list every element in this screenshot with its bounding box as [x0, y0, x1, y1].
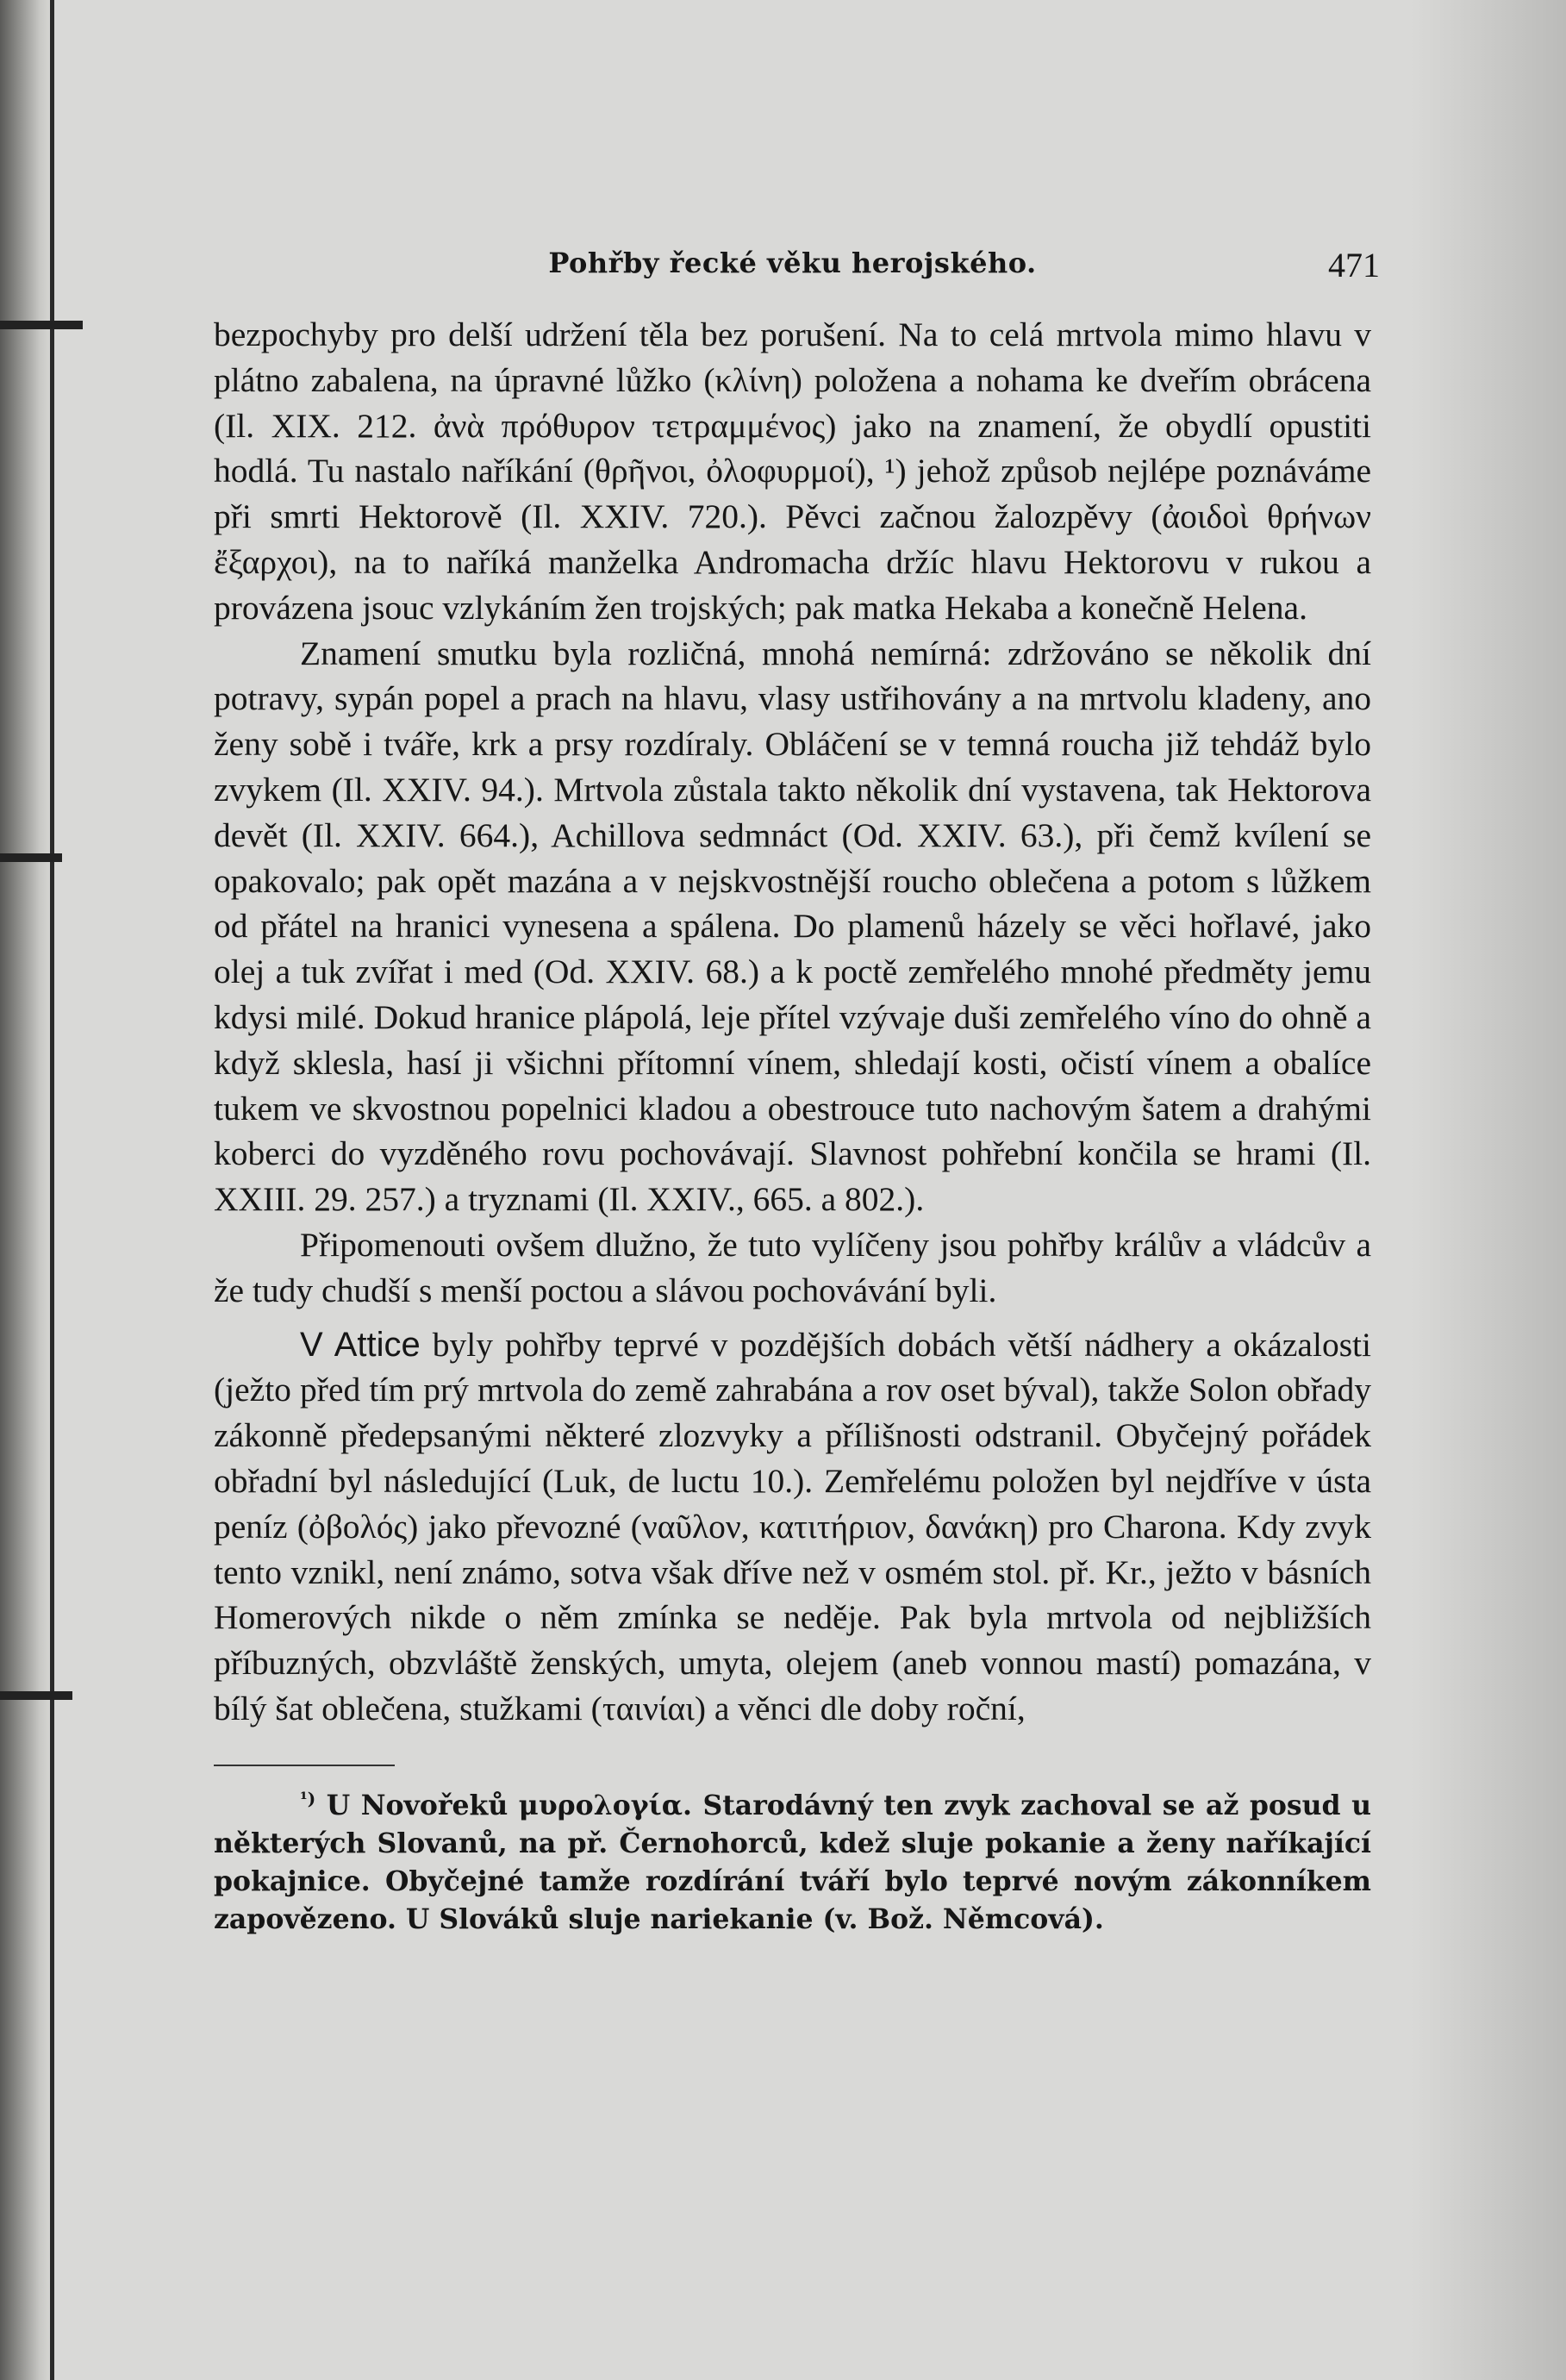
edge-mark: [0, 853, 62, 862]
footnotes: [214, 1787, 1371, 1939]
footnote-1: [214, 1787, 1371, 1939]
edge-mark: [0, 321, 83, 329]
paragraph-royal-funerals: Připomenouti ovšem dlužno, že tuto vylíčeny jsou pohřby králův a vládcův a že tudy chudší s menší poctou a slávou pochovávání byli.: [214, 1225, 1371, 1309]
attica-heading: V Attice: [300, 1325, 421, 1364]
edge-mark: [0, 1691, 72, 1700]
book-page: [214, 233, 1380, 1939]
body-text: [214, 312, 1371, 1732]
paragraph-attica: [214, 1322, 1371, 1732]
page-number: 471: [1328, 246, 1380, 284]
scan-shadow-left: [0, 0, 53, 2380]
book-spine-edge: [50, 0, 54, 2380]
footnote-marker: ¹): [300, 1788, 316, 1809]
running-head: [214, 233, 1380, 293]
attica-text: byly pohřby teprvé v pozdějších dobách větší nádhery a okázalosti (ježto před tím prý mrtvola do země zahrabána a rov oset býval), takže Solon obřady zákonně předepsanými některé zlozvyky a přílišnosti odstranil. Obyčejný pořádek obřadní byl následující (Luk, de luctu 10.). Zemřelému položen byl nejdříve v ústa peníz (ὀβολός) jako převozné (ναῦλον, κατιτήριον, δανάκη) pro Charona. Kdy zvyk tento vznikl, není známo, sotva však dříve než v osmém stol. př. Kr., ježto v básních Homerových nikde o něm zmínka se neděje. Pak byla mrtvola od nejbližších příbuzných, obzvláště ženských, umyta, olejem (aneb vonnou mastí) pomazána, v bílý šat oblečena, stužkami (ταινίαι) a věnci dle doby roční,: [214, 1325, 1372, 1727]
footnote-divider: [214, 1765, 395, 1766]
paragraph-mourning-signs: Znamení smutku byla rozličná, mnohá nemírná: zdržováno se několik dní potravy, sypán popel a prach na hlavu, vlasy ustřihovány a na mrtvolu kladeny, ano ženy sobě i tváře, krk a prsy rozdíraly. Obláčení se v temná roucha již tehdáž bylo zvykem (Il. XXIV. 94.). Mrtvola zůstala takto několik dní vystavena, tak Hektorova devět (Il. XXIV. 664.), Achillova sedmnáct (Od. XXIV. 63.), při čemž kvílení se opakovalo; pak opět mazána a v nejskvostnější roucho oblečena a potom s lůžkem od přátel na hranici vynesena a spálena. Do plamenů házely se věci hořlavé, jako olej a tuk zvířat i med (Od. XXIV. 68.) a k poctě zemřelého mnohé předměty jemu kdysi milé. Dokud hranice plápolá, leje přítel vzývaje duši zemřelého víno do ohně a když sklesla, hasí ji všichni přítomní vínem, shledají kosti, očistí vínem a obalíce tukem ve skvostnou popelnici kladou a obestrouce tuto nachovým šatem a drahými koberci do vyzděného rovu pochovávají. Slavnost pohřební končila se hrami (Il. XXIII. 29. 257.) a tryznami (Il. XXIV., 665. a 802.).: [214, 634, 1371, 1219]
running-title: Pohřby řecké věku herojského.: [548, 247, 1037, 279]
paragraph-continuation: bezpochyby pro delší udržení těla bez porušení. Na to celá mrtvola mimo hlavu v plátno zabalena, na úpravné lůžko (κλίνη) položena a nohama ke dveřím obrácena (Il. XIX. 212. ἀνὰ πρόθυρον τετραμμένος) jako na znamení, že obydlí opustiti hodlá. Tu nastalo naříkání (θρῆνοι, ὀλοφυρμοί), ¹) jehož způsob nejlépe poznáváme při smrti Hektorově (Il. XXIV. 720.). Pěvci začnou žalozpěvy (ἀοιδοὶ θρήνων ἔξαρχοι), na to naříká manželka Andromacha držíc hlavu Hektorovu v rukou a provázena jsouc vzlykáním žen trojských; pak matka Hekaba a konečně Helena.: [214, 315, 1371, 627]
footnote-text: U Novořeků μυρολογία. Starodávný ten zvyk zachoval se až posud u některých Slovanů, na př. Černohorců, kdež sluje pokanie a ženy naříkající pokajnice. Obyčejné tamže rozdírání tváří bylo teprvé novým zákonníkem zapovězeno. U Slováků sluje nariekanie (v. Bož. Němcová).: [214, 1789, 1371, 1935]
scan-shadow-right: [1411, 0, 1566, 2380]
